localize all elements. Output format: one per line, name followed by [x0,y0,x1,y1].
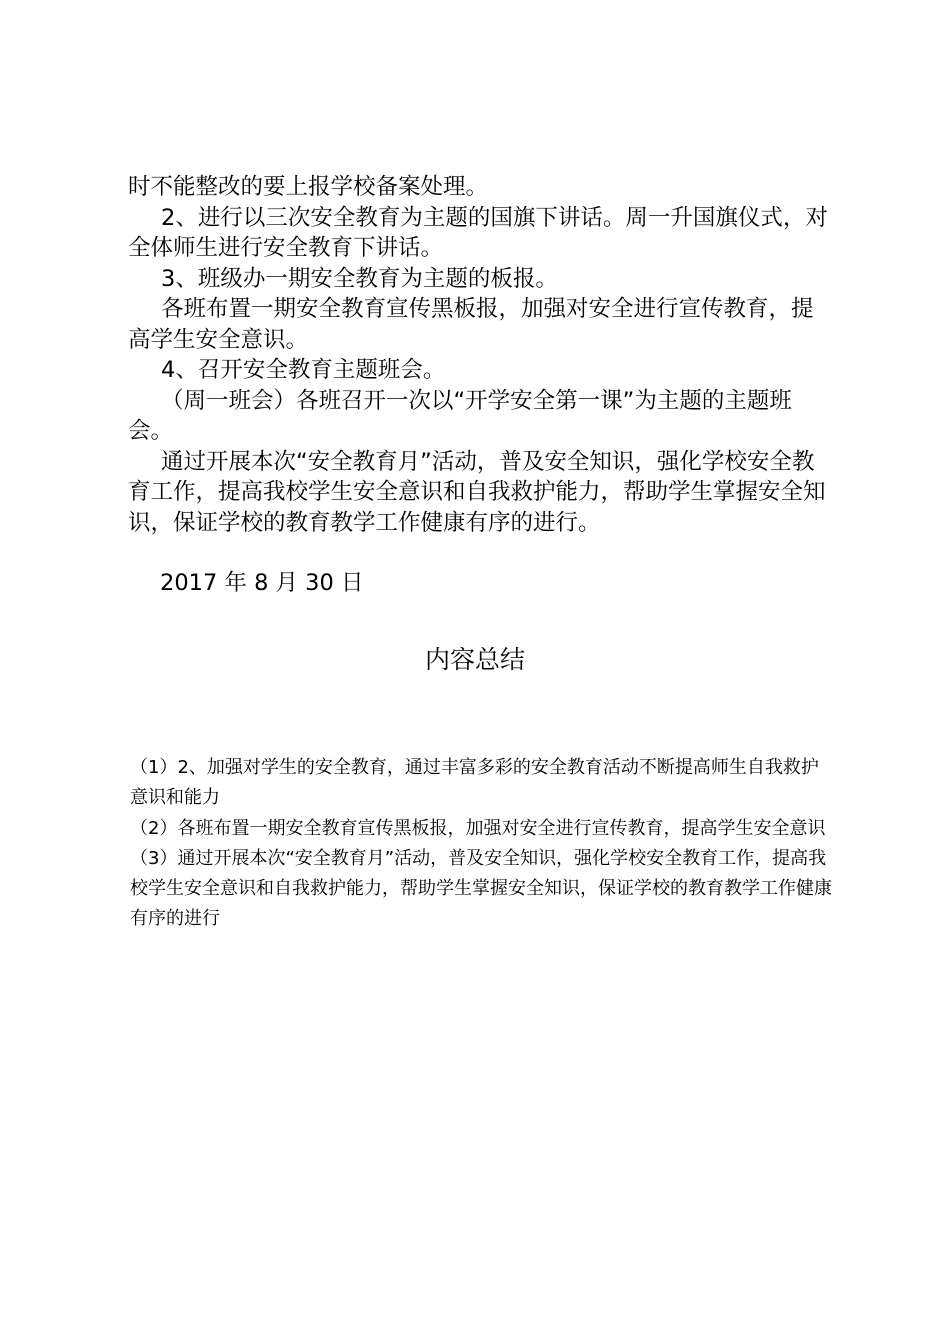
paragraph-blackboard-detail: 各班布置一期安全教育宣传黑板报，加强对安全进行宣传教育，提高学生安全意识。 [128,296,814,353]
paragraph-rectification: 时不能整改的要上报学校备案处理。 [128,174,489,200]
document-date: 2017 年 8 月 30 日 [160,570,364,596]
summary-item: （1）2、加强对学生的安全教育，通过丰富多彩的安全教育活动不断提高师生自我救护意识和能力 [130,757,819,809]
paragraph-flag-speech: 2、进行以三次安全教育为主题的国旗下讲话。周一升国旗仪式，对全体师生进行安全教育下讲话。 [128,204,828,261]
paragraph-blackboard-heading: 3、班级办一期安全教育为主题的板报。 [161,265,558,292]
summary-list [130,753,834,935]
summary-item: （3）通过开展本次“安全教育月”活动，普及安全知识，强化学校安全教育工作，提高我校学生安全意识和自我救护能力，帮助学生掌握安全知识，保证学校的教育教学工作健康有序的进行 [130,847,832,930]
summary-title: 内容总结 [424,645,525,674]
summary-item: （2）各班布置一期安全教育宣传黑板报，加强对安全进行宣传教育，提高学生安全意识 [130,817,826,839]
document-body [128,172,828,538]
paragraph-class-meeting-detail: （周一班会）各班召开一次以“开学安全第一课”为主题的主题班会。 [128,387,792,444]
paragraph-conclusion: 通过开展本次“安全教育月”活动，普及安全知识，强化学校安全教育工作，提高我校学生安全意识和自我救护能力，帮助学生掌握安全知识，保证学校的教育教学工作健康有序的进行。 [128,448,826,536]
paragraph-class-meeting-heading: 4、召开安全教育主题班会。 [161,357,446,383]
